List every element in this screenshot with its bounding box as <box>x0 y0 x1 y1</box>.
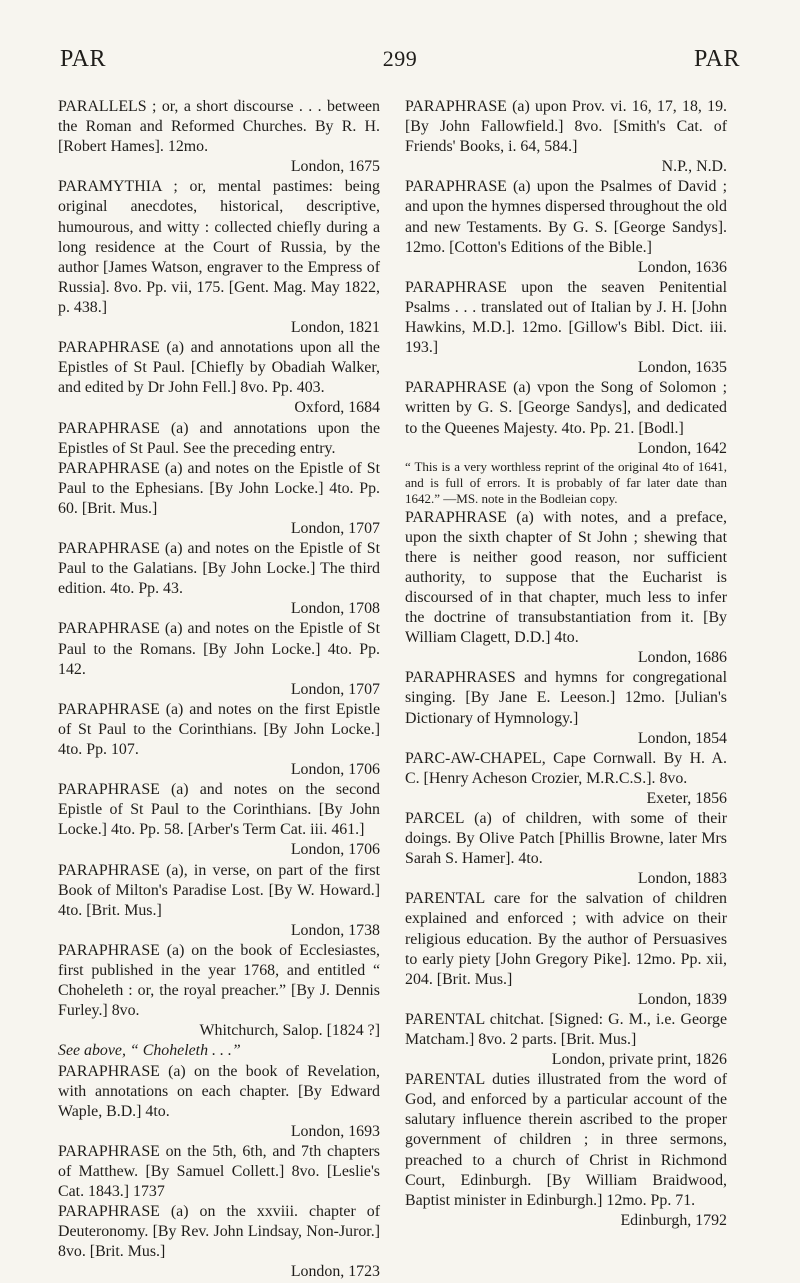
entry-imprint: London, 1708 <box>290 600 380 618</box>
entry-imprint: London, 1642 <box>637 439 727 457</box>
entry <box>58 1202 380 1262</box>
entry-body: PARAPHRASE upon the seaven Penitential Psalms . . . translated out of Italian by J. H. [John Hawkins, M.D.]. 12mo. [Gillow's Bibl. Dict. iii. 193.] <box>405 278 727 357</box>
entry-body: PARAPHRASE (a) with notes, and a preface, upon the sixth chapter of St John ; shewing that there is neither good reason, nor sufficient authority, to suppose that the Eucharist is discoursed of in that chapter, much less to infer the doctrine of transubstantiation from it. [By William Clagett, D.D.] 4to. <box>405 508 727 647</box>
entry <box>405 889 727 989</box>
entry <box>58 459 380 519</box>
entry-body: PARAMYTHIA ; or, mental pastimes: being original anecdotes, historical, descriptive, humourous, and witty : collected chiefly during a long residence at the Court of Russia, by the author [James Watson, engraver to the Empress of Russia]. 8vo. Pp. vii, 175. [Gent. Mag. May 1822, p. 438.] <box>58 178 380 316</box>
entry <box>58 338 380 398</box>
entry-imprint: Whitchurch, Salop. [1824 ?] <box>199 1022 380 1040</box>
entry-imprint: London, 1675 <box>290 158 380 176</box>
entry-imprint: London, 1821 <box>290 319 380 337</box>
right-column <box>405 97 727 1231</box>
entry-imprint: London, 1686 <box>637 649 727 667</box>
entry <box>58 419 380 459</box>
entry-body: PARAPHRASE (a), in verse, on part of the first Book of Milton's Paradise Lost. [By W. Howard.] 4to. [Brit. Mus.] <box>58 861 380 919</box>
entry <box>405 177 727 257</box>
entry-imprint: London, 1636 <box>637 258 727 276</box>
entry-body: PARAPHRASES and hymns for congregational singing. [By Jane E. Leeson.] 12mo. [Julian's Dictionary of Hymnology.] <box>405 669 727 727</box>
entry-body: PARAPHRASE (a) on the book of Revelation, with annotations on each chapter. [By Edward Waple, B.D.] 4to. <box>58 1062 380 1120</box>
header-right-catchword: PAR <box>694 46 740 72</box>
page-number: 299 <box>382 46 418 71</box>
entry <box>58 539 380 599</box>
entry-body: PARAPHRASE (a) and annotations upon the Epistles of St Paul. See the preceding entry. <box>58 419 380 457</box>
entry-body: PARALLELS ; or, a short discourse . . . between the Roman and Reformed Churches. By R. H. [Robert Hames]. 12mo. <box>58 98 380 156</box>
entry-imprint: London, 1723 <box>290 1263 380 1281</box>
entry-body: PARAPHRASE (a) upon Prov. vi. 16, 17, 18, 19. [By John Fallowfield.] 8vo. [Smith's Cat. of Friends' Books, i. 64, 584.] <box>405 98 727 156</box>
entry-body: PARAPHRASE on the 5th, 6th, and 7th chapters of Matthew. [By Samuel Collett.] 8vo. [Leslie's Cat. 1843.] 1737 <box>58 1142 380 1201</box>
entry-body: PARENTAL care for the salvation of children explained and enforced ; with advice on their religious education. By the author of Persuasives to early piety [John Gregory Pike]. 12mo. Pp. xii, 204. [Brit. Mus.] <box>405 890 727 988</box>
entry <box>58 861 380 921</box>
entry <box>405 668 727 728</box>
entry <box>405 809 727 869</box>
entry-imprint: N.P., N.D. <box>661 158 727 176</box>
entry <box>58 97 380 157</box>
entry-body: PARC-AW-CHAPEL, Cape Cornwall. By H. A. C. [Henry Acheson Crozier, M.R.C.S.]. 8vo. <box>405 749 727 787</box>
entry-imprint: London, 1707 <box>290 680 380 698</box>
entry-imprint: Exeter, 1856 <box>646 789 727 807</box>
entry-body: PARAPHRASE (a) and notes on the Epistle of St Paul to the Galatians. [By John Locke.] The third edition. 4to. Pp. 43. <box>58 540 380 598</box>
entry-body: PARAPHRASE (a) and notes on the Epistle of St Paul to the Romans. [By John Locke.] 4to. Pp. 142. <box>58 620 380 678</box>
entry-note <box>58 1041 380 1061</box>
entry-body: PARAPHRASE (a) and notes on the second Epistle of St Paul to the Corinthians. [By John Locke.] 4to. Pp. 58. [Arber's Term Cat. iii. 461.] <box>58 781 380 839</box>
entry-imprint: London, 1738 <box>290 921 380 939</box>
entry <box>405 278 727 358</box>
entry-body: PARAPHRASE (a) upon the Psalmes of David ; and upon the hymnes dispersed throughout the old and new Testaments. By G. S. [George Sandys]. 12mo. [Cotton's Editions of the Bible.] <box>405 178 727 256</box>
left-column <box>58 97 380 1283</box>
entry <box>405 97 727 157</box>
entry-imprint: London, private print, 1826 <box>551 1051 727 1069</box>
entry-body: PARAPHRASE (a) on the xxviii. chapter of Deuteronomy. [By Rev. John Lindsay, Non-Juror.] 8vo. [Brit. Mus.] <box>58 1203 380 1261</box>
entry-body: PARAPHRASE (a) and notes on the Epistle of St Paul to the Ephesians. [By John Locke.] 4to. Pp. 60. [Brit. Mus.] <box>58 459 380 517</box>
header-left-catchword: PAR <box>60 46 106 72</box>
entry-imprint: London, 1635 <box>637 359 727 377</box>
entry <box>58 177 380 318</box>
entry-imprint: Oxford, 1684 <box>294 399 380 417</box>
entry <box>58 1062 380 1122</box>
entry <box>58 1142 380 1202</box>
entry-imprint: London, 1707 <box>290 519 380 537</box>
entry <box>58 700 380 760</box>
entry-body: PARCEL (a) of children, with some of their doings. By Olive Patch [Phillis Browne, later Mrs Sarah S. Hamer]. 4to. <box>405 809 727 868</box>
entry <box>405 378 727 438</box>
entry-body: PARAPHRASE (a) and annotations upon all the Epistles of St Paul. [Chiefly by Obadiah Walker, and edited by Dr John Fell.] 8vo. Pp. 403. <box>58 339 380 397</box>
entry <box>58 941 380 1021</box>
entry-imprint: London, 1693 <box>290 1122 380 1140</box>
entry-imprint: London, 1854 <box>637 729 727 747</box>
entry <box>58 780 380 840</box>
entry <box>405 1070 727 1211</box>
entry-body: PARAPHRASE (a) and notes on the first Epistle of St Paul to the Corinthians. [By John Locke.] 4to. Pp. 107. <box>58 700 380 758</box>
entry-imprint: London, 1706 <box>290 841 380 859</box>
entry-note: “ This is a very worthless reprint of the original 4to of 1641, and is full of errors. It is probably of far later date than 1642.” —MS. note in the Bodleian copy. <box>405 458 727 507</box>
entry-body: PARENTAL duties illustrated from the word of God, and enforced by a particular account of the salutary influence therein ascribed to the proper government of children ; in three sermons, preached to a church of Christ in Richmond Court, Edinburgh. [By William Braidwood, Baptist minister in Edinburgh.] 12mo. Pp. 71. <box>405 1071 727 1209</box>
entry-body: PARAPHRASE (a) vpon the Song of Solomon ; written by G. S. [George Sandys], and dedicated to the Queenes Majesty. 4to. Pp. 21. [Bodl.] <box>405 379 727 437</box>
entry-imprint: Edinburgh, 1792 <box>620 1211 727 1229</box>
entry-body: PARAPHRASE (a) on the book of Ecclesiastes, first published in the year 1768, and entitled “ Choheleth : or, the royal preacher.” [By J. Dennis Furley.] 8vo. <box>58 941 380 1020</box>
entry-imprint: London, 1706 <box>290 761 380 779</box>
running-header <box>0 46 800 76</box>
see-above-note: See above, “ Choheleth . . .” <box>58 1042 241 1060</box>
entry-imprint: London, 1839 <box>637 990 727 1008</box>
entry <box>58 619 380 679</box>
entry <box>405 508 727 649</box>
entry-imprint: London, 1883 <box>637 870 727 888</box>
entry-body: PARENTAL chitchat. [Signed: G. M., i.e. George Matcham.] 8vo. 2 parts. [Brit. Mus.] <box>405 1010 727 1049</box>
entry <box>405 749 727 789</box>
entry <box>405 1010 727 1050</box>
